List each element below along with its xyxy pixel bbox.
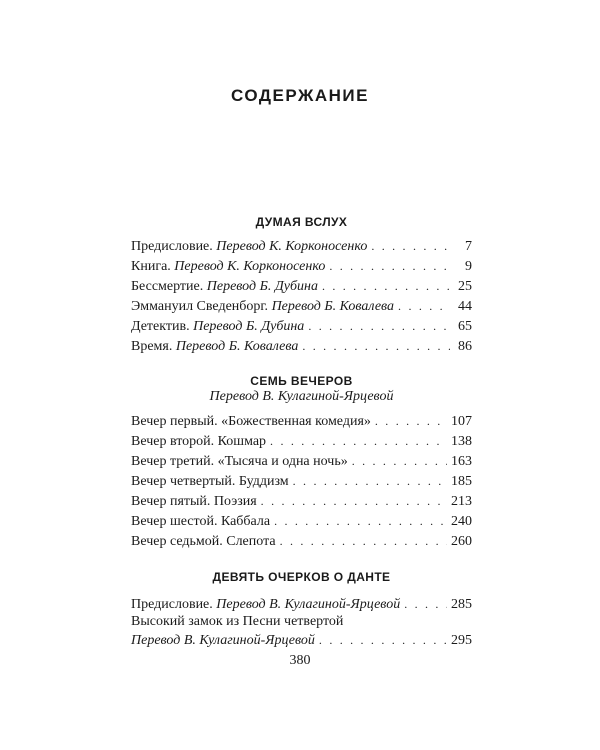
entry-title: Вечер четвертый. Буддизм [131,474,289,489]
page-number: 285 [451,597,472,612]
page-number: 65 [458,319,472,334]
toc-entry[interactable] [131,511,472,531]
section-title: СЕМЬ ВЕЧЕРОВ [250,374,353,388]
entry-title: Вечер шестой. Каббала [131,514,271,529]
entry-title: Вечер второй. Кошмар [131,434,267,449]
entry-title[interactable]: Высокий замок из Песни четвертой [131,614,344,629]
page-number: 107 [451,414,472,429]
entry-translator: Перевод Б. Ковалева [271,299,395,314]
entry-title: Книга. [131,259,171,274]
dot-leader [274,511,447,531]
entry-title: Вечер первый. «Божественная комедия» [131,414,371,429]
page-number: 25 [458,279,472,294]
toc-entry[interactable] [131,411,472,431]
section-subtitle: Перевод В. Кулагиной-Ярцевой [209,389,394,404]
page-number: 240 [451,514,472,529]
toc-entry[interactable] [131,316,472,336]
section-title: ДУМАЯ ВСЛУХ [255,215,348,229]
page-number: 163 [451,454,472,469]
dot-leader [371,236,450,256]
dot-leader [375,411,447,431]
section-title: ДЕВЯТЬ ОЧЕРКОВ О ДАНТЕ [212,570,391,584]
dot-leader [293,471,447,491]
toc-entry[interactable] [131,336,472,356]
entry-title: Бессмертие. [131,279,204,294]
entry-translator: Перевод Б. Дубина [193,319,305,334]
toc-entry[interactable] [131,630,472,650]
entry-title: Предисловие. [131,239,213,254]
page-number: 260 [451,534,472,549]
entry-translator: Перевод Б. Ковалева [175,339,299,354]
toc-entry[interactable] [131,431,472,451]
dot-leader [398,296,450,316]
toc-entry[interactable] [131,594,472,614]
toc-entry[interactable] [131,531,472,551]
dot-leader [404,594,447,614]
toc-entry[interactable] [131,471,472,491]
entry-title: Вечер третий. «Тысяча и одна ночь» [131,454,348,469]
entry-title: Предисловие. [131,597,213,612]
page-number: 213 [451,494,472,509]
dot-leader [270,431,447,451]
toc-entry[interactable] [131,451,472,471]
dot-leader [352,451,447,471]
entry-title: Время. [131,339,173,354]
dot-leader [261,491,447,511]
entry-translator: Перевод Б. Дубина [206,279,318,294]
page-number: 9 [465,259,472,274]
entry-title: Вечер седьмой. Слепота [131,534,276,549]
toc-entry[interactable] [131,491,472,511]
page-number: 7 [465,239,472,254]
toc-entry[interactable] [131,296,472,316]
entry-title: Вечер пятый. Поэзия [131,494,257,509]
toc-entry[interactable] [131,236,472,256]
dot-leader [302,336,450,356]
dot-leader [329,256,450,276]
entry-title: Детектив. [131,319,190,334]
page-number: 44 [458,299,472,314]
entry-translator: Перевод К. Корконосенко [174,259,326,274]
dot-leader [322,276,450,296]
entry-translator: Перевод К. Корконосенко [216,239,368,254]
page-number: 138 [451,434,472,449]
page-title: СОДЕРЖАНИЕ [231,86,369,105]
page-number: 295 [451,633,472,648]
page-number: 86 [458,339,472,354]
dot-leader [319,630,447,650]
entry-translator: Перевод В. Кулагиной-Ярцевой [216,597,401,612]
dot-leader [280,531,447,551]
entry-translator: Перевод В. Кулагиной-Ярцевой [131,633,315,648]
toc-entry[interactable] [131,276,472,296]
page-number: 185 [451,474,472,489]
page-folio: 380 [289,653,311,668]
toc-entry[interactable] [131,256,472,276]
dot-leader [308,316,450,336]
entry-title: Эммануил Сведенборг. [131,299,269,314]
